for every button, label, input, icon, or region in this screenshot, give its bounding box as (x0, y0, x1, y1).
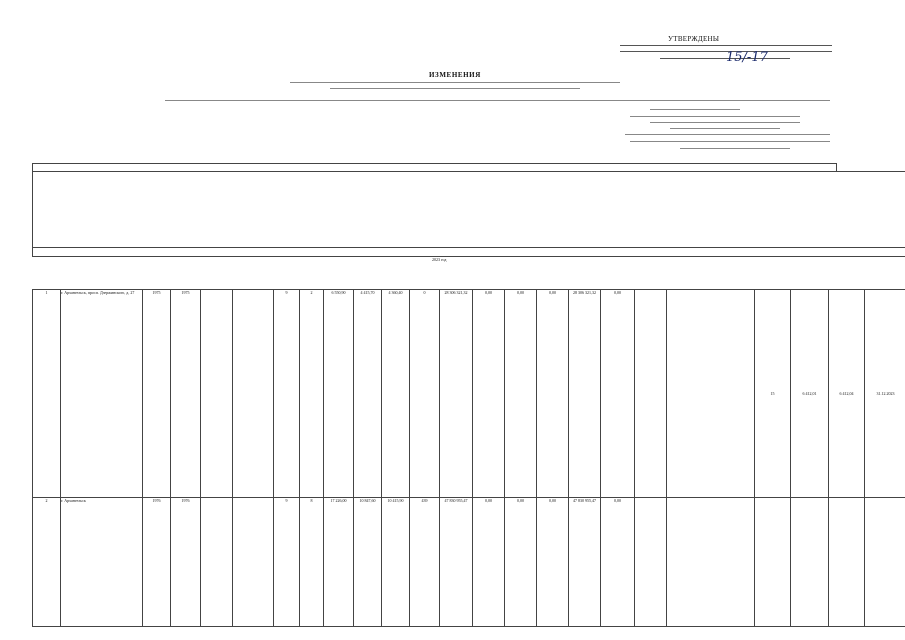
row-unit-cost (791, 498, 829, 627)
row-address: г. Архангельск, просп. Дзержинского, д. 27 (61, 290, 143, 498)
subtitle-line-2 (330, 88, 580, 89)
document-title: ИЗМЕНЕНИЯ (429, 71, 481, 79)
table-row (33, 290, 905, 498)
row-year-built: 1976 (143, 498, 171, 627)
row-residents: 439 (410, 498, 440, 627)
row-months (755, 498, 791, 627)
data-rows (32, 289, 905, 627)
row-completion-date: 31.12.2023 (865, 290, 905, 498)
row-area-residential: 10 415,90 (382, 498, 410, 627)
intro-line (165, 100, 830, 101)
row-floors: 9 (274, 498, 300, 627)
approved-line-6 (630, 141, 830, 142)
row-entrances: 2 (300, 290, 324, 498)
row-max-unit-cost: 6 412,04 (829, 290, 865, 498)
row-residents: 0 (410, 290, 440, 498)
row-fund-regional: 0,00 (505, 498, 537, 627)
approved-line-7 (680, 148, 790, 149)
row-year-commissioned: 1975 (171, 290, 201, 498)
row-fund-other: 0,00 (601, 498, 635, 627)
approved-line-1 (650, 109, 740, 110)
row-max-unit-cost (829, 498, 865, 627)
row-area-residential: 4 360,40 (382, 290, 410, 498)
header-row (33, 172, 905, 248)
row-address: г. Архангельск (61, 498, 143, 627)
row-area-premises: 4 415,70 (354, 290, 382, 498)
row-fund-local: 0,00 (537, 498, 569, 627)
row-fund-owners: 28 306 321,32 (569, 290, 601, 498)
row-floors: 9 (274, 290, 300, 498)
row-year-commissioned: 1976 (171, 498, 201, 627)
row-fund-federal: 0,00 (473, 498, 505, 627)
approved-line-2 (630, 116, 800, 117)
approved-line-4 (670, 128, 780, 129)
row-total-area: 6 550,90 (324, 290, 354, 498)
approved-line-5 (625, 134, 830, 135)
row-cost: 47 830 955,47 (440, 498, 473, 627)
row-unit-cost: 6 412,01 (791, 290, 829, 498)
row-fund-local: 0,00 (537, 290, 569, 498)
row-no: 1 (33, 290, 61, 498)
approval-label: УТВЕРЖДЕНЫ (668, 35, 720, 43)
row-fund-owners: 47 830 955,47 (569, 498, 601, 627)
row-fund-other: 0,00 (601, 290, 635, 498)
year-row-label: 2023 год (432, 257, 447, 262)
row-works-list (667, 498, 755, 627)
row-material (201, 290, 233, 498)
row-completion-date (865, 498, 905, 627)
row-entrances: 8 (300, 498, 324, 627)
approval-line-3 (660, 58, 790, 59)
approved-line-3 (650, 122, 800, 123)
row-no: 2 (33, 498, 61, 627)
row-works-list (667, 290, 755, 498)
row-fund-regional: 0,00 (505, 290, 537, 498)
row-area-premises: 10 847,60 (354, 498, 382, 627)
row-year-built: 1975 (143, 290, 171, 498)
approval-line-1 (620, 45, 832, 46)
row-total-area: 17 226,00 (324, 498, 354, 627)
row-cost: 28 306 321,32 (440, 290, 473, 498)
row-material (201, 498, 233, 627)
capital-repair-table (32, 171, 905, 257)
handwritten-signature: 15/-17 (726, 50, 768, 65)
subtitle-line-1 (290, 82, 620, 83)
column-number-row (33, 248, 905, 257)
row-months: 15 (755, 290, 791, 498)
table-row (33, 498, 905, 627)
row-fund-federal: 0,00 (473, 290, 505, 498)
